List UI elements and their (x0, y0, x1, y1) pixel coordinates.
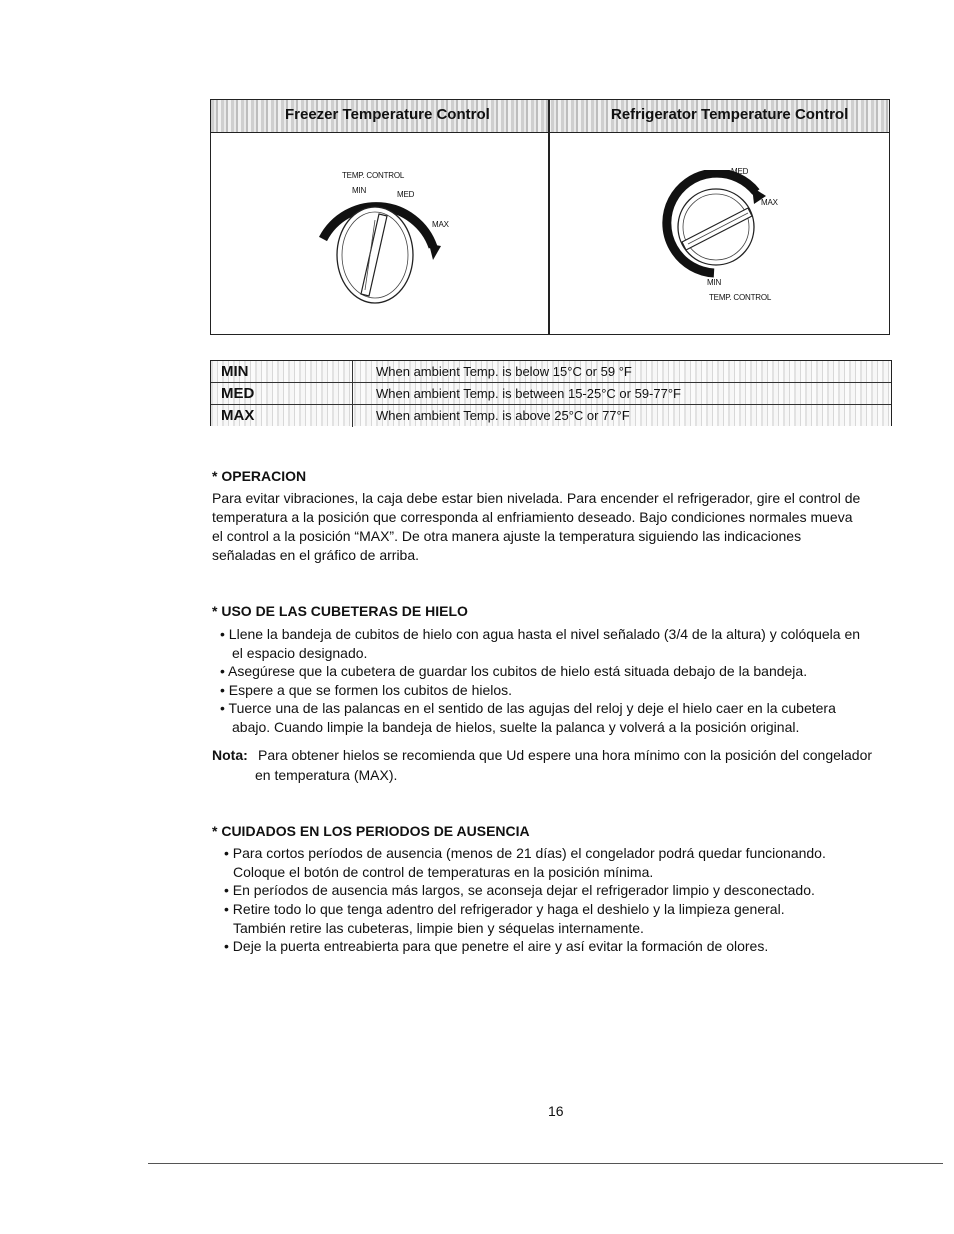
nota-label: Nota: (212, 747, 248, 763)
fridge-dial-min: MIN (707, 278, 722, 287)
row-description: When ambient Temp. is between 15-25°C or 59-77°F (376, 386, 681, 401)
temperature-control-panel (210, 99, 890, 335)
panel-divider (548, 100, 550, 334)
freezer-dial-med: MED (397, 190, 415, 199)
refrigerator-title: Refrigerator Temperature Control (611, 106, 849, 123)
nota-line: Para obtener hielos se recomienda que Ud espere una hora mínimo con la posición del congelador (258, 747, 873, 763)
cubeteras-line: • Asegúrese que la cubetera de guardar los cubitos de hielo está situada debajo de la bandeja. (220, 663, 808, 679)
ausencia-line: • Retire todo lo que tenga adentro del refrigerador y haga el deshielo y la limpieza general. (224, 901, 785, 917)
footer-rule (148, 1163, 943, 1164)
cubeteras-line: • Llene la bandeja de cubitos de hielo con agua hasta el nivel señalado (3/4 de la altura) y colóquela en (220, 626, 861, 642)
ausencia-line: Coloque el botón de control de temperaturas en la posición mínima. (233, 864, 654, 880)
freezer-dial-min: MIN (352, 186, 367, 195)
row-label: MIN (221, 363, 249, 380)
freezer-title: Freezer Temperature Control (285, 106, 490, 123)
cubeteras-line: el espacio designado. (232, 645, 368, 661)
fridge-dial-knob (654, 170, 774, 280)
cubeteras-heading: * USO DE LAS CUBETERAS DE HIELO (212, 603, 468, 619)
freezer-dial-caption: TEMP. CONTROL (342, 171, 405, 180)
row-label: MAX (221, 407, 255, 424)
freezer-dial-knob (315, 192, 445, 307)
row-description: When ambient Temp. is below 15°C or 59 °F (376, 364, 632, 379)
page-number: 16 (548, 1103, 564, 1119)
row-description: When ambient Temp. is above 25°C or 77°F (376, 408, 630, 423)
table-row (211, 404, 891, 426)
cubeteras-line: abajo. Cuando limpie la bandeja de hielos, suelte la palanca y volverá a la posición original. (232, 719, 800, 735)
operacion-line: señaladas en el gráfico de arriba. (212, 547, 420, 563)
operacion-heading: * OPERACION (212, 468, 307, 484)
row-label: MED (221, 385, 255, 402)
fridge-dial-med: MED (731, 167, 749, 176)
ausencia-line: • Deje la puerta entreabierta para que penetre el aire y así evitar la formación de olores. (224, 938, 769, 954)
fridge-dial-max: MAX (761, 198, 778, 207)
table-row (211, 382, 891, 404)
table-row (211, 361, 891, 382)
operacion-line: el control a la posición “MAX”. De otra manera ajuste la temperatura siguiendo las indicaciones (212, 528, 802, 544)
ausencia-heading: * CUIDADOS EN LOS PERIODOS DE AUSENCIA (212, 823, 530, 839)
ausencia-line: • Para cortos períodos de ausencia (menos de 21 días) el congelador podrá quedar funcionando. (224, 845, 826, 861)
freezer-dial-max: MAX (432, 220, 449, 229)
table-column-divider (352, 361, 353, 427)
fridge-dial-caption: TEMP. CONTROL (709, 293, 772, 302)
ausencia-line: • En períodos de ausencia más largos, se aconseja dejar el refrigerador limpio y desconectado. (224, 882, 815, 898)
cubeteras-line: • Espere a que se formen los cubitos de hielos. (220, 682, 513, 698)
operacion-line: Para evitar vibraciones, la caja debe estar bien nivelada. Para encender el refrigerador, gire el control de (212, 490, 861, 506)
temperature-setting-table (210, 360, 892, 426)
nota-line: en temperatura (MAX). (255, 767, 398, 783)
ausencia-line: También retire las cubeteras, limpie bien y séquelas internamente. (233, 920, 644, 936)
operacion-line: temperatura a la posición que corresponda al enfriamiento deseado. Bajo condiciones normales mueva (212, 509, 853, 525)
cubeteras-line: • Tuerce una de las palancas en el sentido de las agujas del reloj y deje el hielo caer en la cubetera (220, 700, 836, 716)
